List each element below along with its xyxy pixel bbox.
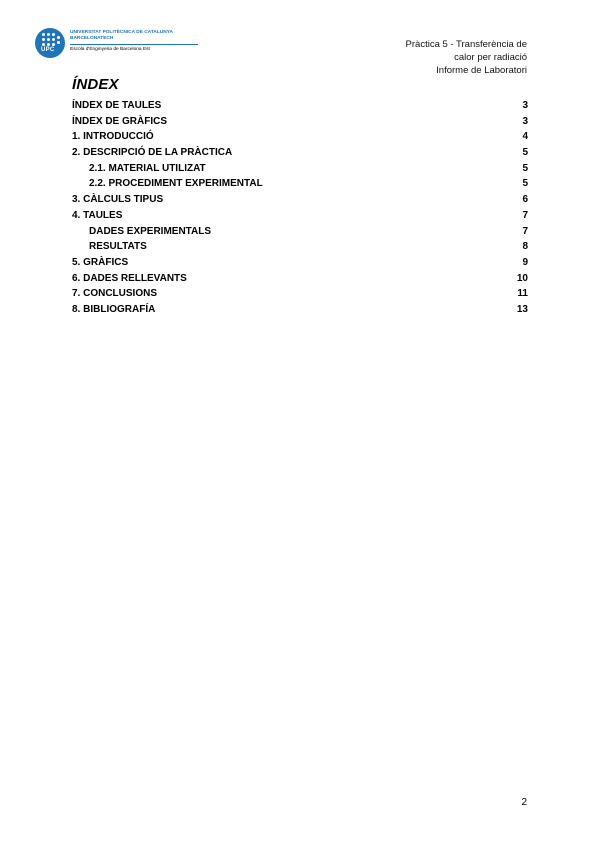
toc-entry-label: 4. TAULES (72, 209, 123, 221)
university-name: UNIVERSITAT POLITÈCNICA DE CATALUNYA (70, 30, 173, 35)
toc-entry-page: 3 (522, 100, 528, 111)
university-tagline: BARCELONATECH (70, 36, 114, 41)
toc-entry[interactable] (72, 271, 528, 287)
logo-mark-text: UPC (41, 47, 55, 53)
toc-entry-label: 2. DESCRIPCIÓ DE LA PRÀCTICA (72, 147, 233, 159)
toc-entry-page: 7 (522, 225, 528, 237)
toc-entry-label: 6. DADES RELLEVANTS (72, 272, 187, 284)
toc-heading: ÍNDEX (72, 76, 119, 93)
toc-subentry[interactable] (72, 161, 528, 177)
toc-entry-page: 9 (522, 256, 528, 268)
toc-entry-page: 7 (522, 209, 528, 221)
toc-entry[interactable] (72, 286, 528, 302)
toc-entry-page: 13 (516, 303, 528, 315)
toc-entry-label: 5. GRÀFICS (72, 256, 129, 268)
toc-entry[interactable] (72, 192, 528, 208)
upc-emblem-icon (35, 28, 65, 58)
toc-entry[interactable] (72, 302, 528, 318)
logo-divider (70, 44, 198, 45)
toc-entry-page: 5 (522, 178, 528, 190)
page-number: 2 (521, 797, 527, 808)
toc-entry-label: ÍNDEX DE GRÀFICS (72, 115, 168, 127)
toc-entry-page: 5 (522, 147, 528, 159)
toc-entry-page: 4 (522, 131, 528, 143)
toc-entry-page: 3 (522, 115, 528, 127)
toc-subentry[interactable] (72, 239, 528, 255)
toc-entry-label: 8. BIBLIOGRAFÍA (72, 303, 156, 315)
toc-subentry[interactable] (72, 224, 528, 240)
toc-entry[interactable] (72, 255, 528, 271)
toc-entry[interactable] (72, 208, 528, 224)
table-of-contents (72, 98, 528, 318)
header-title-line: Informe de Laboratori (436, 65, 527, 76)
toc-entry-label: DADES EXPERIMENTALS (89, 225, 212, 237)
toc-entry-page: 6 (522, 194, 528, 206)
toc-entry-label: 1. INTRODUCCIÓ (72, 131, 154, 143)
document-header-title (406, 38, 527, 77)
toc-entry-page: 11 (517, 288, 528, 300)
toc-entry[interactable] (72, 145, 528, 161)
toc-entry-label: 2.1. MATERIAL UTILIZAT (89, 162, 206, 174)
toc-entry-label: 3. CÀLCULS TIPUS (72, 194, 164, 206)
upc-logo (35, 28, 205, 60)
toc-entry-page: 10 (516, 272, 528, 284)
header-title-line: Pràctica 5 - Transferència de (405, 39, 527, 50)
toc-entry[interactable] (72, 129, 528, 145)
toc-entry-page: 5 (522, 162, 528, 174)
toc-entry[interactable] (72, 114, 528, 130)
toc-entry-label: RESULTATS (89, 241, 147, 253)
toc-subentry[interactable] (72, 176, 528, 192)
toc-entry[interactable] (72, 98, 528, 114)
toc-entry-label: ÍNDEX DE TAULES (72, 100, 162, 111)
toc-entry-page: 8 (522, 241, 528, 253)
header-title-line: calor per radiació (454, 52, 527, 63)
school-name: Escola d'Enginyeria de Barcelona Est (70, 47, 150, 52)
toc-entry-label: 7. CONCLUSIONS (72, 288, 158, 300)
toc-entry-label: 2.2. PROCEDIMENT EXPERIMENTAL (89, 178, 263, 190)
